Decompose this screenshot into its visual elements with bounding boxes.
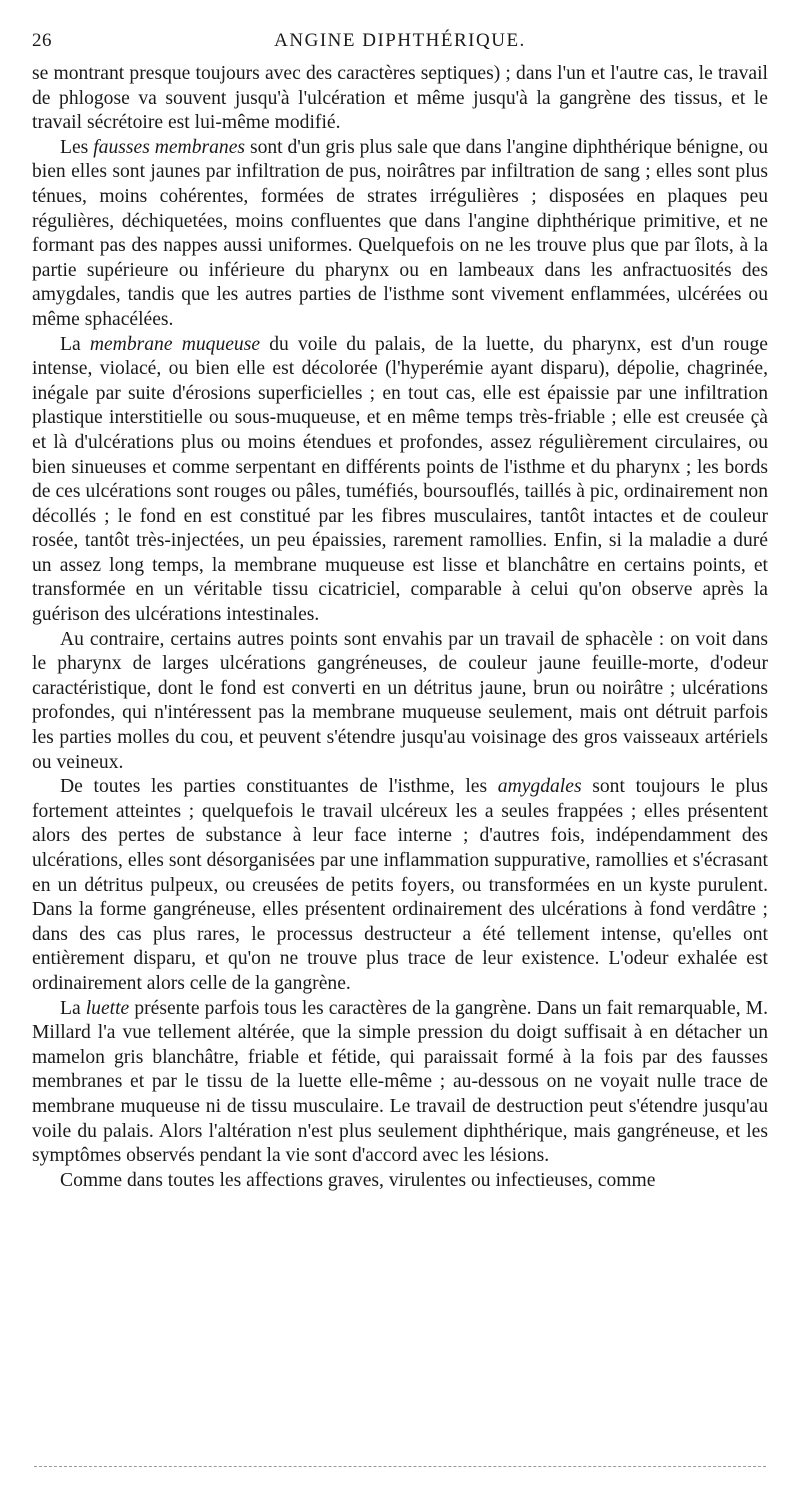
- paragraph: [32, 136, 768, 333]
- page-header: [32, 0, 768, 51]
- paragraph: [32, 997, 768, 1169]
- text-body: [32, 62, 768, 1193]
- text-run: De toutes les parties constituantes de l'isthme, les: [60, 776, 498, 798]
- paragraph: [32, 775, 768, 996]
- italic-term: membrane muqueuse: [89, 333, 261, 355]
- paragraph: [32, 1169, 768, 1194]
- text-run: sont d'un gris plus sale que dans l'angine diphthérique bénigne, ou bien elles sont jaunes par infiltration de pus, noirâtres par infiltration de sang ; elles sont plus ténues, moins cohérentes, formées de strates irrégulières ; disposées en plaques peu régulières, déchiquetées, moins confluentes que dans l'angine diphthérique primitive, et ne formant pas des nappes aussi uniformes. Quelquefois on ne les trouve plus que par îlots, à la partie supérieure ou inférieure du pharynx ou en lambeaux dans les anfractuosités des amygdales, tandis que les autres parties de l'isthme sont vivement enflammées, ulcérées ou même sphacélées.: [32, 136, 768, 330]
- text-run: Comme dans toutes les affections graves, virulentes ou infectieuses, comme: [60, 1169, 656, 1191]
- text-run: La: [60, 997, 86, 1019]
- text-run: sont toujours le plus fortement atteintes ; quelquefois le travail ulcéreux les a seules frappées ; elles présentent alors des pertes de substance à leur face interne ; d'autres fois, indépendamment des ulcérations, elles sont désorganisées par une inflammation suppurative, ramollies et s'écrasant en un détritus pulpeux, ou creusées de petits foyers, ou transformées en un kyste purulent. Dans la forme gangréneuse, elles présentent ordinairement des ulcérations à fond verdâtre ; dans des cas plus rares, le processus destructeur a été tellement intense, qu'elles ont entièrement disparu, et qu'on ne trouve plus trace de leur existence. L'odeur exhalée est ordinairement alors celle de la gangrène.: [32, 776, 768, 994]
- book-page: [32, 0, 768, 1502]
- footer-rule: [34, 1466, 766, 1467]
- paragraph: [32, 62, 768, 136]
- text-run: du voile du palais, de la luette, du pharynx, est d'un rouge intense, violacé, ou bien elle est décolorée (l'hyperémie ayant disparu), dépolie, chagrinée, inégale par suite d'érosions superficielles ; en tout cas, elle est épaissie par une infiltration plastique interstitielle ou sous-muqueuse, et en même temps très-friable ; elle est creusée çà et là d'ulcérations plus ou moins étendues et profondes, assez régulièrement circulaires, ou bien sinueuses et comme serpentant en différents points de l'isthme et du pharynx ; les bords de ces ulcérations sont rouges ou pâles, tuméfiés, boursouflés, taillés à pic, ordinairement non décollés ; le fond en est constitué par les fibres musculaires, tantôt intactes et de couleur rosée, tantôt très-injectées, un peu épaissies, rarement ramollies. Enfin, si la maladie a duré un assez long temps, la membrane muqueuse est lisse et blanchâtre en certains points, et transformée en un véritable tissu cicatriciel, comparable à celui qu'on observe après la guérison des ulcérations intestinales.: [32, 333, 768, 626]
- paragraph: [32, 333, 768, 628]
- text-run: Les: [60, 136, 94, 158]
- text-run: présente parfois tous les caractères de la gangrène. Dans un fait remarquable, M. Millard l'a vue tellement altérée, que la simple pression du doigt suffisait à en détacher un mamelon gris blanchâtre, friable et fétide, qui paraissait formé à la fois par des fausses membranes et par le tissu de la luette elle-même ; au-dessous on ne voyait nulle trace de membrane muqueuse ni de tissu musculaire. Le travail de destruction peut s'étendre jusqu'au voile du palais. Alors l'altération n'est plus seulement diphthérique, mais gangréneuse, et les symptômes observés pendant la vie sont d'accord avec les lésions.: [32, 997, 768, 1167]
- text-run: La: [60, 333, 90, 355]
- running-title: ANGINE DIPHTHÉRIQUE.: [274, 30, 526, 51]
- italic-term: fausses membranes: [93, 136, 246, 158]
- page-number: 26: [32, 30, 52, 51]
- text-run: Au contraire, certains autres points sont envahis par un travail de sphacèle : on voit dans le pharynx de larges ulcérations gangréneuses, de couleur jaune feuille-morte, d'odeur caractéristique, dont le fond est converti en un détritus jaune, brun ou noirâtre ; ulcérations profondes, qui n'intéressent pas la membrane muqueuse seulement, mais ont détruit parfois les parties molles du cou, et peuvent s'étendre jusqu'au voisinage des gros vaisseaux artériels ou veineux.: [32, 628, 768, 773]
- paragraph: [32, 628, 768, 776]
- italic-term: amygdales: [497, 776, 582, 798]
- text-run: se montrant presque toujours avec des caractères septiques) ; dans l'un et l'autre cas, le travail de phlogose va souvent jusqu'à l'ulcération et même jusqu'à la gangrène des tissus, et le travail sécrétoire est lui-même modifié.: [32, 63, 768, 134]
- italic-term: luette: [85, 997, 130, 1019]
